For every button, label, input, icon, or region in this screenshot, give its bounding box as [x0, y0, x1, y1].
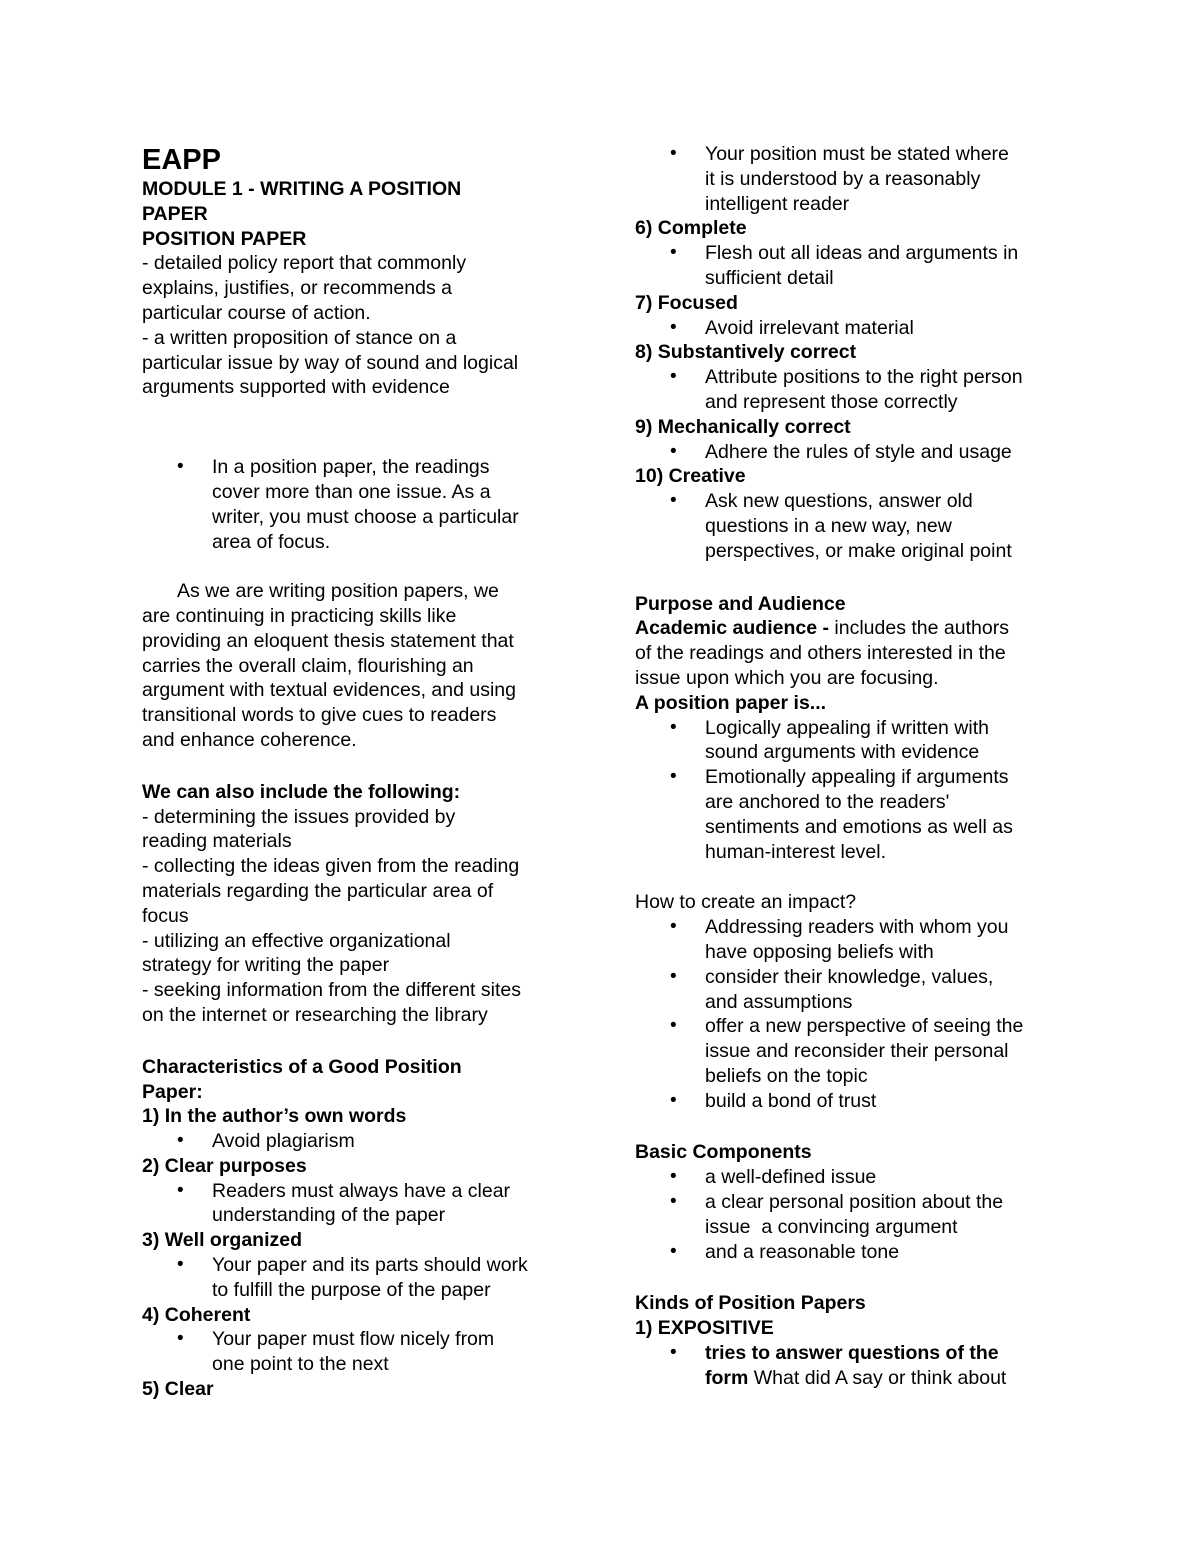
definition-line: - a written proposition of stance on a [142, 326, 457, 349]
include-line: - utilizing an effective organizational [142, 929, 451, 952]
position-paper-heading: POSITION PAPER [142, 227, 307, 250]
paragraph-line: transitional words to give cues to readers [142, 704, 497, 727]
definition-line: explains, justifies, or recommends a [142, 277, 452, 300]
characteristic-title: 6) Complete [635, 217, 747, 240]
include-line: strategy for writing the paper [142, 954, 390, 977]
impact-heading: How to create an impact? [635, 891, 857, 914]
purpose-audience-heading: Purpose and Audience [635, 592, 846, 615]
list-item: • Ask new questions, answer old questions in a new way, new perspectives, or make original point [635, 489, 1075, 563]
focus-list [142, 455, 582, 554]
list-item: • Readers must always have a clear understanding of the paper [142, 1179, 582, 1229]
document-title: EAPP [142, 144, 221, 176]
paragraph-line: and enhance coherence. [142, 728, 357, 751]
include-line: reading materials [142, 830, 292, 853]
paragraph-line: As we are writing position papers, we [177, 580, 499, 603]
module-heading-cont: PAPER [142, 202, 208, 225]
characteristic-title: 5) Clear [142, 1378, 214, 1401]
include-line: focus [142, 904, 189, 927]
include-line: - determining the issues provided by [142, 805, 456, 828]
module-heading: MODULE 1 - WRITING A POSITION [142, 178, 462, 200]
characteristic-title: 10) Creative [635, 465, 746, 488]
list-item: • Logically appealing if written with sound arguments with evidence [635, 716, 1075, 766]
list-item: • Emotionally appealing if arguments are anchored to the readers' sentiments and emotions as well as human-interest level. [635, 765, 1075, 864]
list-item: • tries to answer questions of the form What did A say or think about [635, 1341, 1075, 1391]
characteristic-title: 9) Mechanically correct [635, 415, 851, 438]
paragraph-line: are continuing in practicing skills like [142, 604, 457, 627]
academic-audience-line: Academic audience - includes the authors [635, 617, 1009, 640]
paragraph-line: argument with textual evidences, and using [142, 679, 516, 702]
paragraph-line: providing an eloquent thesis statement that [142, 629, 514, 652]
list-item: • Adhere the rules of style and usage [635, 440, 1075, 465]
kinds-heading: Kinds of Position Papers [635, 1292, 866, 1315]
list-item: • Addressing readers with whom you have opposing beliefs with [635, 915, 1075, 965]
list-item: • Avoid irrelevant material [635, 316, 1075, 341]
list-item: • build a bond of trust [635, 1089, 1075, 1114]
list-item: • Your position must be stated where it is understood by a reasonably intelligent reader [635, 142, 1075, 216]
right-column [635, 142, 1075, 1391]
definition-line: arguments supported with evidence [142, 376, 450, 399]
academic-audience-line: issue upon which you are focusing. [635, 666, 939, 689]
position-paper-is-heading: A position paper is... [635, 691, 827, 714]
include-line: materials regarding the particular area of [142, 879, 494, 902]
characteristic-title: 7) Focused [635, 291, 738, 314]
include-line: - collecting the ideas given from the reading [142, 855, 520, 878]
characteristics-heading-cont: Paper: [142, 1080, 203, 1103]
characteristic-title: 8) Substantively correct [635, 341, 857, 364]
academic-audience-line: of the readings and others interested in the [635, 642, 1006, 665]
list-item: • In a position paper, the readings cover more than one issue. As a writer, you must choose a particular area of focus. [142, 455, 582, 554]
definition-line: particular course of action. [142, 301, 371, 324]
characteristic-title: 4) Coherent [142, 1303, 251, 1326]
list-item: • a clear personal position about the issue a convincing argument [635, 1190, 1075, 1240]
list-item: • Your paper must flow nicely from one point to the next [142, 1327, 582, 1377]
list-item: • Avoid plagiarism [142, 1129, 582, 1154]
list-item: • Your paper and its parts should work to fulfill the purpose of the paper [142, 1253, 582, 1303]
include-line: - seeking information from the different sites [142, 979, 521, 1002]
list-item: • and a reasonable tone [635, 1240, 1075, 1265]
list-item: • Attribute positions to the right person and represent those correctly [635, 365, 1075, 415]
paragraph-line: carries the overall claim, flourishing an [142, 654, 474, 677]
characteristic-title: 2) Clear purposes [142, 1154, 307, 1177]
basic-components-heading: Basic Components [635, 1141, 812, 1164]
list-item: • a well-defined issue [635, 1165, 1075, 1190]
definition-line: - detailed policy report that commonly [142, 252, 467, 275]
list-item: • offer a new perspective of seeing the issue and reconsider their personal beliefs on the topic [635, 1014, 1075, 1088]
include-line: on the internet or researching the library [142, 1003, 488, 1026]
characteristic-title: 3) Well organized [142, 1229, 302, 1252]
list-item: • consider their knowledge, values, and assumptions [635, 965, 1075, 1015]
definition-line: particular issue by way of sound and logical [142, 351, 519, 374]
characteristic-title: 1) In the author’s own words [142, 1105, 407, 1128]
list-item: • Flesh out all ideas and arguments in sufficient detail [635, 241, 1075, 291]
include-heading: We can also include the following: [142, 780, 461, 803]
characteristics-heading: Characteristics of a Good Position [142, 1055, 462, 1078]
kind-title: 1) EXPOSITIVE [635, 1317, 774, 1340]
left-column [142, 143, 582, 1402]
